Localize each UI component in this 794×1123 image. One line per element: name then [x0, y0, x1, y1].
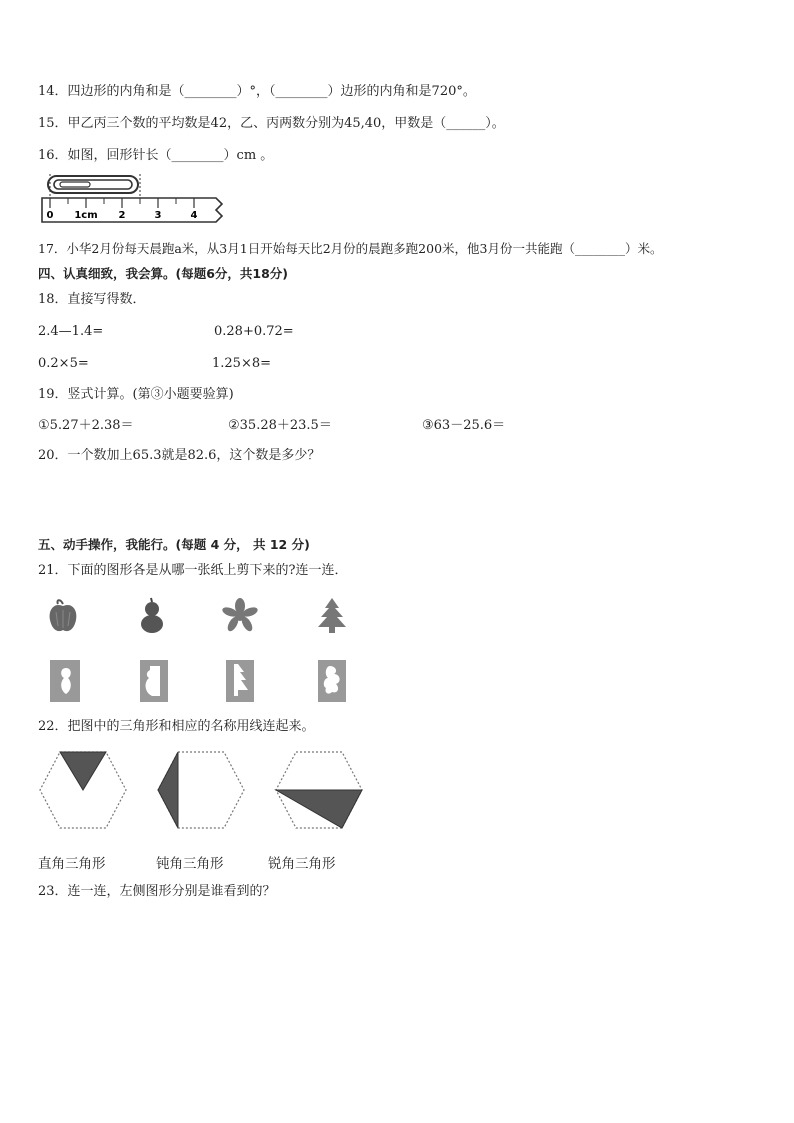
ruler-tick-label: 1cm: [74, 210, 98, 221]
label-acute-triangle: 锐角三角形: [268, 856, 336, 872]
ruler-tick-label: 4: [190, 210, 198, 221]
q19-item-2: ②35.28＋23.5＝: [228, 418, 332, 433]
label-obtuse-triangle: 钝角三角形: [156, 856, 224, 872]
paperclip-ruler-figure: [40, 172, 230, 228]
question-19: 19．竖式计算。(第③小题要验算): [38, 387, 234, 402]
question-15: 15．甲乙丙三个数的平均数是42，乙、丙两数分别为45,40，甲数是（______）。: [38, 116, 505, 131]
question-22: 22．把图中的三角形和相应的名称用线连起来。: [38, 719, 315, 734]
hexagon-triangle-1: [38, 750, 128, 830]
q18-item-4: 1.25×8=: [212, 356, 272, 371]
ruler: [42, 174, 222, 222]
cutout-paper-flower: [318, 660, 346, 702]
section-5-heading: 五、动手操作，我能行。(每题 4 分， 共 12 分): [38, 537, 310, 552]
question-17: 17．小华2月份每天晨跑a米，从3月1日开始每天比2月份的晨跑多跑200米，他3月份一共能跑（________）米。: [38, 241, 663, 256]
ruler-tick-label: 2: [118, 210, 126, 221]
section-4-heading: 四、认真细致，我会算。(每题6分，共18分): [38, 266, 289, 281]
question-16: 16．如图，回形针长（________）cm 。: [38, 148, 274, 163]
q19-item-1: ①5.27＋2.38＝: [38, 418, 134, 433]
cutout-paper-gourd: [140, 660, 168, 702]
gourd-shape-icon: [138, 598, 166, 634]
label-right-triangle: 直角三角形: [38, 856, 106, 872]
question-14: 14．四边形的内角和是（________）°，（________）边形的内角和是720°。: [38, 84, 476, 99]
q19-item-3: ③63－25.6＝: [422, 418, 506, 433]
question-18: 18．直接写得数．: [38, 292, 146, 307]
ruler-tick-label: 0: [46, 210, 54, 221]
q18-item-3: 0.2×5=: [38, 356, 89, 371]
hexagon-triangle-2: [156, 750, 246, 830]
q18-item-1: 2.4—1.4=: [38, 324, 104, 339]
paperclip-icon: [48, 176, 138, 193]
ruler-tick-label: 3: [154, 210, 162, 221]
hexagon-triangle-3: [274, 750, 364, 830]
flower-shape-icon: [222, 598, 258, 632]
cutout-paper-apple: [50, 660, 80, 702]
apple-shape-icon: [48, 598, 78, 634]
question-20: 20．一个数加上65.3就是82.6，这个数是多少？: [38, 448, 321, 463]
tree-shape-icon: [316, 598, 348, 634]
q18-item-2: 0.28+0.72=: [214, 324, 294, 339]
cutout-paper-tree: [226, 660, 254, 702]
question-23: 23．连一连，左侧图形分别是谁看到的？: [38, 884, 276, 899]
question-21: 21．下面的图形各是从哪一张纸上剪下来的?连一连．: [38, 563, 348, 578]
